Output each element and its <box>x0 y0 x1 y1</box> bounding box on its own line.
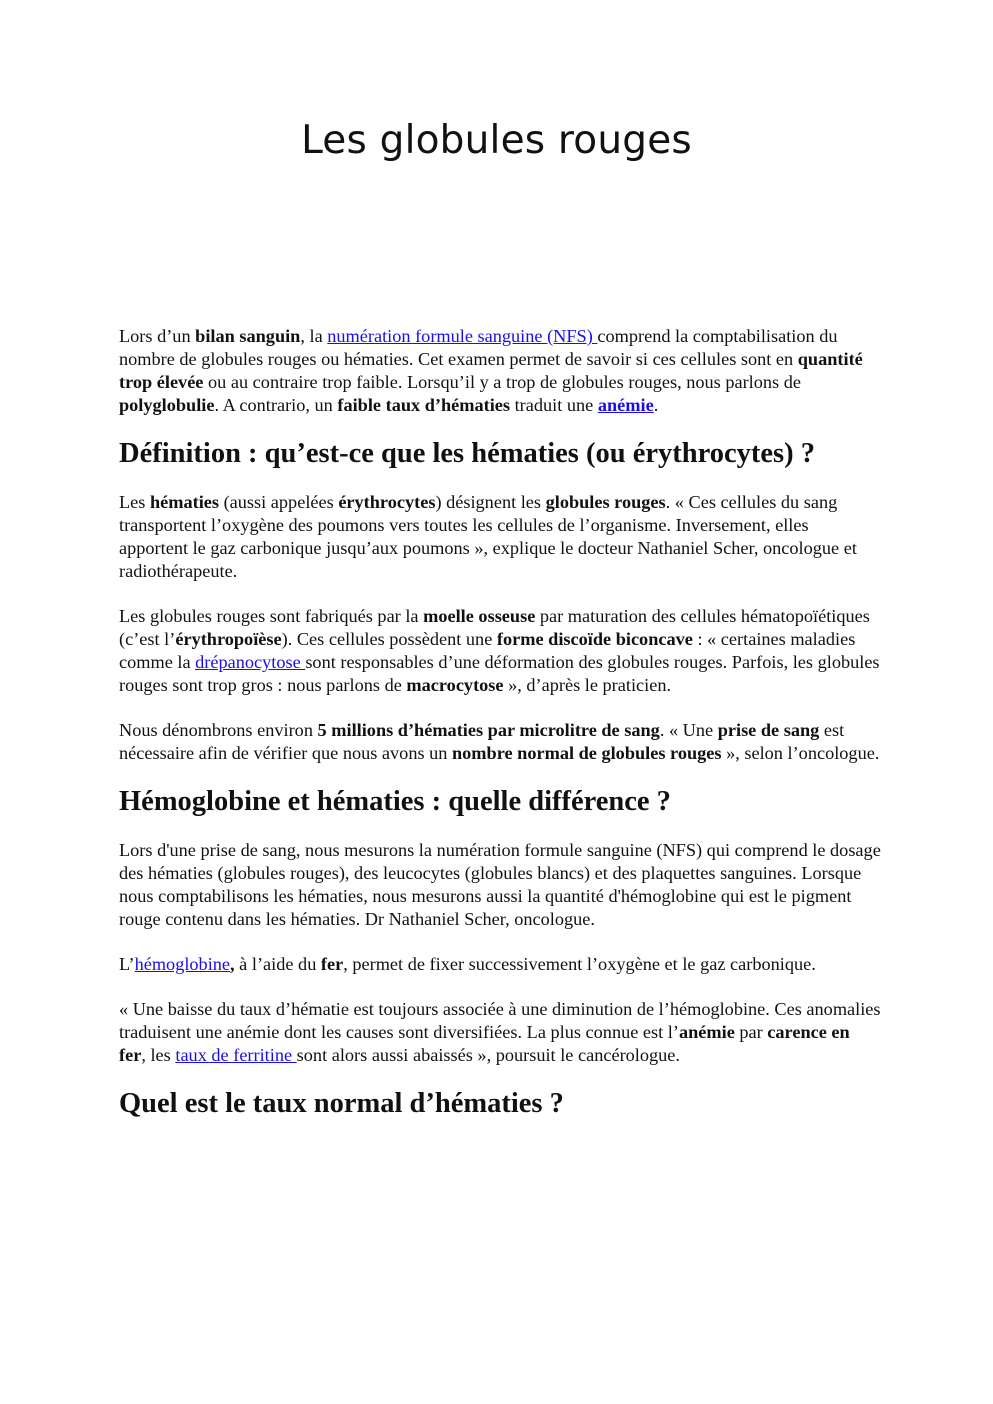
text: comprend la comptabilisation du nombre de globules rouges ou hématies. Cet examen permet de savoir si ces cellules sont en <box>119 326 838 369</box>
text: Lors d’un <box>119 326 196 346</box>
text: : « certaines maladies comme la <box>119 629 856 672</box>
text: Les globules rouges sont fabriqués par la <box>119 606 424 626</box>
text: . « Une <box>659 720 718 740</box>
text: sont responsables d’une déformation des globules rouges. Parfois, les globules rouges sont trop gros : nous parlons de <box>119 652 880 695</box>
text: à l’aide du <box>234 954 321 974</box>
section-heading-taux-normal: Quel est le taux normal d’hématies ? <box>119 1088 564 1119</box>
bold-text: , <box>230 954 235 974</box>
text: », selon l’oncologue. <box>721 743 880 763</box>
hemoglobine-paragraph-1: Lors d'une prise de sang, nous mesurons la numération formule sanguine (NFS) qui comprend le dosage des hématies (globules rouges), des leucocytes (globules blancs) et des plaquettes sanguines. Lorsque nous comptabilisons les hématies, nous mesurons aussi la quantité d'hémoglobine qui est le pigment rouge contenu dans les hématies. Dr Nathaniel Scher, oncologue. <box>119 840 881 929</box>
text: », d’après le praticien. <box>503 675 672 695</box>
ferritine-link[interactable]: taux de ferritine <box>175 1045 297 1065</box>
hemoglobine-paragraph-2 <box>119 953 881 976</box>
text: , la <box>300 326 328 346</box>
text: (aussi appelées <box>219 492 339 512</box>
bold-text: globules rouges <box>545 492 666 512</box>
text: . « Ces cellules du sang transportent l’oxygène des poumons vers toutes les cellules de l’organisme. Inversement, elles apportent le gaz carbonique jusqu’aux poumons », explique le docteur Nathaniel Scher, oncologue et radiothérapeute. <box>119 492 857 581</box>
text: par maturation des cellules hématopoïétiques (c’est l’ <box>119 606 870 649</box>
definition-paragraph-3 <box>119 719 881 765</box>
page-title: Les globules rouges <box>301 118 692 163</box>
section-heading-definition: Définition : qu’est-ce que les hématies (ou érythrocytes) ? <box>119 438 816 469</box>
text: ). Ces cellules possèdent une <box>281 629 497 649</box>
text: sont alors aussi abaissés », poursuit le cancérologue. <box>296 1045 680 1065</box>
bold-text: quantité trop élevée <box>119 349 863 392</box>
drepanocytose-link[interactable]: drépanocytose <box>195 652 306 672</box>
article-body <box>119 325 881 1121</box>
bold-text: 5 millions d’hématies par microlitre de sang <box>317 720 660 740</box>
hemoglobine-link[interactable]: hémoglobine <box>134 954 231 974</box>
text: Les <box>119 492 150 512</box>
bold-text: fer <box>320 954 344 974</box>
bold-text: forme discoïde biconcave <box>496 629 693 649</box>
text: Nous dénombrons environ <box>119 720 318 740</box>
text: est nécessaire afin de vérifier que nous avons un <box>119 720 845 763</box>
bold-text: bilan sanguin <box>195 326 301 346</box>
bold-text: anémie <box>678 1022 735 1042</box>
bold-text: prise de sang <box>717 720 820 740</box>
intro-paragraph <box>119 325 881 417</box>
text: L’ <box>119 954 135 974</box>
text: , permet de fixer successivement l’oxygène et le gaz carbonique. <box>343 954 816 974</box>
definition-paragraph-1 <box>119 491 881 583</box>
section-heading-hemoglobine: Hémoglobine et hématies : quelle différence ? <box>119 786 671 817</box>
nfs-link[interactable]: numération formule sanguine (NFS) <box>327 326 598 346</box>
text: traduit une <box>510 395 598 415</box>
text: par <box>734 1022 768 1042</box>
text: . A contrario, un <box>214 395 338 415</box>
bold-text: moelle osseuse <box>423 606 536 626</box>
anemie-link[interactable]: anémie <box>597 395 654 415</box>
bold-text: érythropoïèse <box>175 629 282 649</box>
text: ou au contraire trop faible. Lorsqu’il y a trop de globules rouges, nous parlons de <box>203 372 801 392</box>
text: ) désignent les <box>435 492 546 512</box>
hemoglobine-paragraph-3 <box>119 998 881 1067</box>
bold-text: hématies <box>149 492 220 512</box>
bold-text: nombre normal de globules rouges <box>452 743 722 763</box>
bold-text: polyglobulie <box>119 395 215 415</box>
bold-text: carence en fer <box>119 1022 850 1065</box>
text: « Une baisse du taux d’hématie est toujours associée à une diminution de l’hémoglobine. Ces anomalies traduisent une anémie dont les causes sont diversifiées. La plus connue est l’ <box>119 999 881 1042</box>
text: . <box>653 395 659 415</box>
bold-text: macrocytose <box>406 675 504 695</box>
bold-text: érythrocytes <box>338 492 436 512</box>
bold-text: faible taux d’hématies <box>337 395 511 415</box>
text: , les <box>141 1045 176 1065</box>
definition-paragraph-2 <box>119 605 881 697</box>
